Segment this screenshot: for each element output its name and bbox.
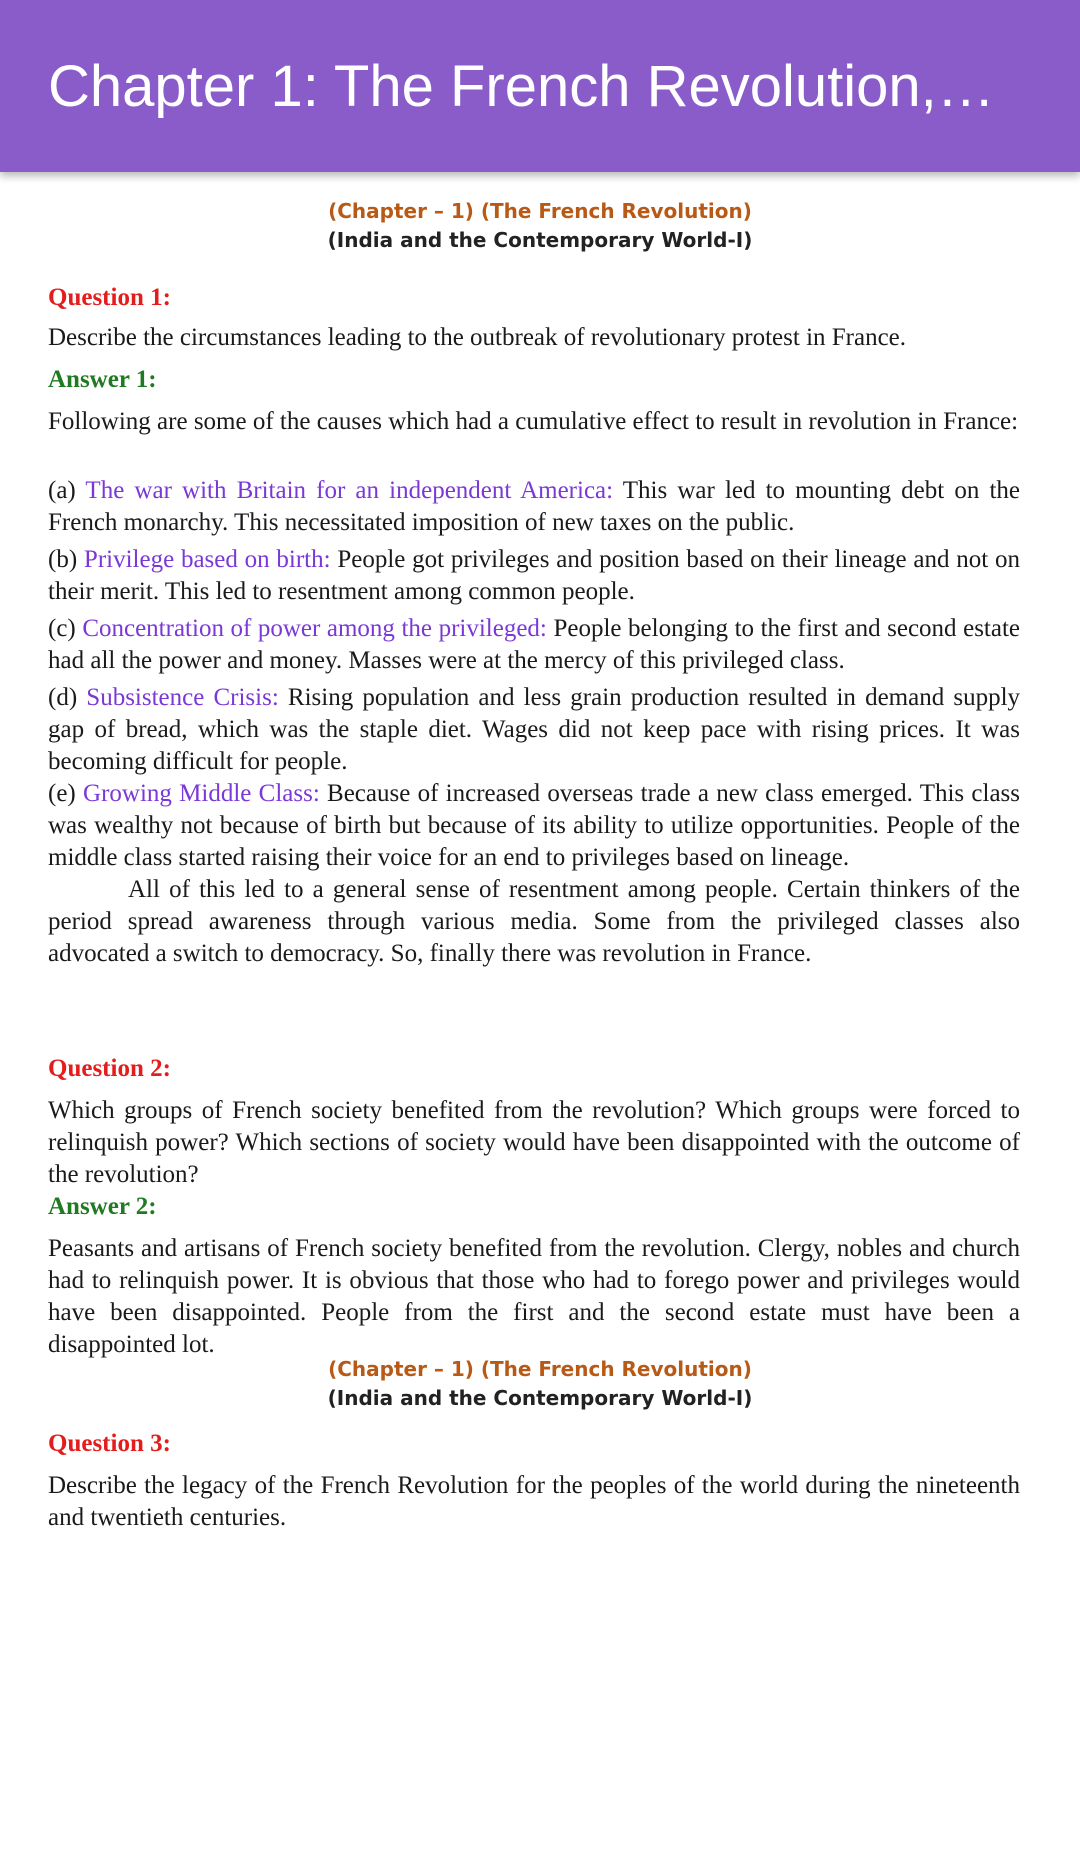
point-text: Because of increased overseas trade a new class emerged. This class was wealthy not because of birth but because of its ability to utilize opportunities. People of the middle class started raising their voice for an end to privileges based on lineage.: [48, 780, 1020, 871]
answer-2-label: Answer 2:: [48, 1193, 157, 1220]
document-content[interactable]: [0, 172, 1080, 1852]
question-1-label: Question 1:: [48, 284, 171, 311]
page-header-chapter: (Chapter – 1) (The French Revolution): [328, 1357, 752, 1381]
point-title: Concentration of power among the privileged:: [82, 615, 547, 642]
point-prefix: (e): [48, 780, 84, 807]
answer-1-conclusion: All of this led to a general sense of resentment among people. Certain thinkers of the period spread awareness through various media. Some from the privileged classes also advocated a switch to democracy. So, finally there was revolution in France.: [48, 876, 1020, 967]
question-2-label: Question 2:: [48, 1055, 171, 1082]
question-1-text: Describe the circumstances leading to the outbreak of revolutionary protest in France.: [48, 324, 907, 351]
point-text: People got privileges and position based on their lineage and not on their merit. This led to resentment among common people.: [48, 546, 1020, 605]
point-title: The war with Britain for an independent America:: [85, 477, 614, 504]
answer-1-intro: Following are some of the causes which had a cumulative effect to result in revolution in France:: [48, 408, 1019, 435]
page-title: Chapter 1: The French Revolution,…: [48, 54, 995, 119]
answer-1-point-e: [48, 778, 1020, 874]
question-3-text: Describe the legacy of the French Revolution for the peoples of the world during the nineteenth and twentieth centuries.: [48, 1472, 1020, 1531]
point-text: People belonging to the first and second estate had all the power and money. Masses were at the mercy of this privileged class.: [48, 615, 1021, 674]
point-text: Rising population and less grain production resulted in demand supply gap of bread, which was the staple diet. Wages did not keep pace with rising prices. It was becoming difficult for people.: [48, 684, 1021, 775]
point-title: Privilege based on birth:: [83, 546, 331, 573]
answer-1-point-a: [48, 475, 1020, 539]
point-title: Growing Middle Class:: [83, 780, 320, 807]
page-header: [0, 197, 1080, 255]
point-title: Subsistence Crisis:: [86, 684, 279, 711]
page-header-chapter: (Chapter – 1) (The French Revolution): [328, 199, 752, 223]
question-3-label: Question 3:: [48, 1430, 171, 1457]
page-header-book: (India and the Contemporary World-I): [327, 228, 753, 252]
answer-1-point-d: [48, 682, 1020, 778]
point-prefix: (c): [48, 615, 83, 642]
answer-2-text: Peasants and artisans of French society benefited from the revolution. Clergy, nobles and church had to relinquish power. It is obvious that those who had to forego power and privileges would have been disappointed. People from the first and the second estate must have been a disappointed lot.: [48, 1235, 1020, 1358]
answer-1-point-b: [48, 544, 1020, 608]
page-header: [0, 1355, 1080, 1413]
point-prefix: (b): [48, 546, 84, 573]
app-bar: [0, 0, 1080, 172]
page-header-book: (India and the Contemporary World-I): [327, 1386, 753, 1410]
question-2-text: Which groups of French society benefited from the revolution? Which groups were forced to relinquish power? Which sections of society would have been disappointed with the outcome of the revolution?: [48, 1097, 1020, 1188]
answer-1-point-c: [48, 613, 1020, 677]
point-text: This war led to mounting debt on the French monarchy. This necessitated imposition of new taxes on the public.: [48, 477, 1020, 536]
point-prefix: (a): [48, 477, 86, 504]
point-prefix: (d): [48, 684, 87, 711]
answer-1-label: Answer 1:: [48, 366, 157, 393]
